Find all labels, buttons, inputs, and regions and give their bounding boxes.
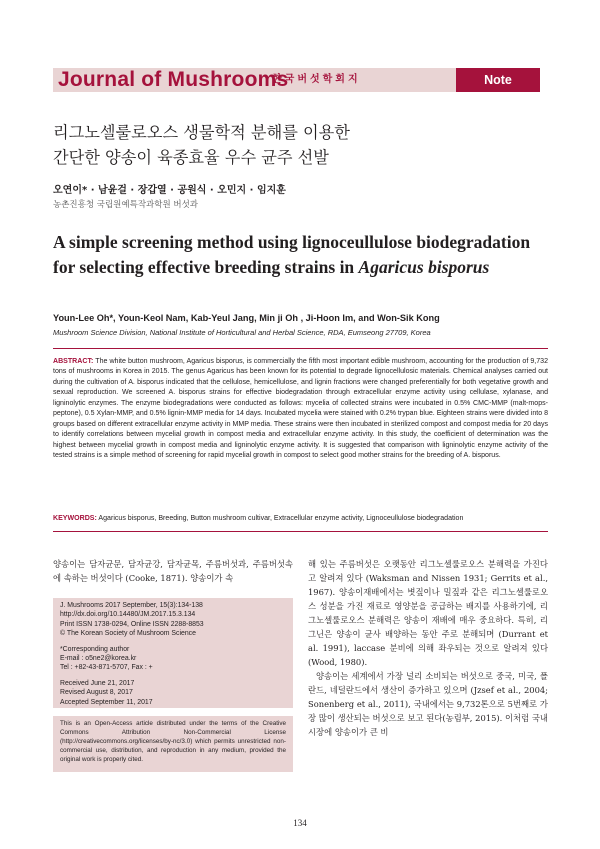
telephone: Tel : +82-43-871-5707, Fax : + bbox=[60, 664, 153, 672]
keywords-label: KEYWORDS: bbox=[53, 515, 97, 522]
korean-title-line1: 리그노셀룰로오스 생물학적 분해를 이용한 bbox=[53, 123, 350, 142]
journal-name: Journal of Mushrooms bbox=[58, 68, 289, 91]
corresponding-author: *Corresponding author bbox=[60, 645, 130, 653]
english-title-species: Agaricus bisporus bbox=[358, 257, 490, 277]
abstract-label: ABSTRACT: bbox=[53, 358, 94, 365]
page-number: 134 bbox=[293, 818, 307, 828]
open-access-notice: This is an Open-Access article distributed under the terms of the Creative Commons Attribution Non-Commercial License (http://creativecommons.org/licenses/by-nc/3.0) which permits unrestricted non-commercial use, distribution, and reproduction in any medium, provided the original work is properly cited. bbox=[60, 720, 286, 763]
korean-title-line2: 간단한 양송이 육종효율 우수 균주 선발 bbox=[53, 148, 329, 167]
issn: Print ISSN 1738-0294, Online ISSN 2288-8853 bbox=[60, 620, 204, 628]
body-intro-left: 양송이는 담자균문, 담자균강, 담자균목, 주름버섯과, 주름버섯속에 속하는 버섯이다 (Cooke, 1871). 양송이가 속 bbox=[53, 559, 293, 583]
english-authors: Youn-Lee Oh*, Youn-Keol Nam, Kab-Yeul Jang, Min ji Oh , Ji-Hoon Im, and Won-Sik Kong bbox=[53, 313, 440, 323]
english-title bbox=[53, 230, 548, 280]
accepted-date: Accepted September 11, 2017 bbox=[60, 698, 153, 706]
english-title-text: A simple screening method using lignoceullulose biodegradation for selecting effective breeding strains in bbox=[53, 232, 531, 277]
abstract bbox=[53, 357, 548, 462]
received-date: Received June 21, 2017 bbox=[60, 679, 135, 687]
english-affiliation: Mushroom Science Division, National Institute of Horticultural and Herbal Science, RDA, Eumseong 27709, Korea bbox=[53, 328, 431, 337]
keywords-text: Agaricus bisporus, Breeding, Button mushroom cultivar, Extracellular enzyme activity, Lignoceullulose biodegradation bbox=[96, 515, 464, 522]
korean-title bbox=[53, 120, 350, 170]
keywords-bottom-rule bbox=[53, 531, 548, 532]
article-info bbox=[60, 601, 290, 707]
article-type-badge: Note bbox=[456, 68, 540, 92]
body-paragraph: 해 있는 주름버섯은 오랫동안 리그노셀룰로오스 분해력을 가진다고 알려져 있다 (Waksman and Nissen 1931; Gerrits et al., 1967). 양송이재배에서는 볏짚이나 밀짚과 같은 리그노셀룰로오스 성분을 가진 재료로 영양분을 공급하는 배지를 사용하기에, 리그노셀룰로오스 분해력은 양송이 재배에 매우 중요하다. 특히, 리그닌은 양송이 균사 배양하는 동안 주로 분해되며 (Durrant et al. 1991), laccase 분비에 의해 좌우되는 것으로 알려져 있다 (Wood, 1980). bbox=[308, 559, 548, 667]
korean-authors: 오연이* · 남윤걸 · 장갑열 · 공원식 · 오민지 · 임지훈 bbox=[53, 185, 286, 196]
body-paragraph: 양송이는 세계에서 가장 널리 소비되는 버섯으로 중국, 미국, 폴란드, 네덜란드에서 생산이 증가하고 있으며 (Jzsef et al., 2004; Sonenberg et al., 2011), 국내에서는 9,732톤으로 5번째로 가장 많이 생산되는 버섯으로 보고 된다(농림부, 2015). 이처럼 국내 시장에 양송이가 큰 비 bbox=[308, 671, 548, 737]
revised-date: Revised August 8, 2017 bbox=[60, 689, 133, 697]
korean-affiliation: 농촌진흥청 국립원예특작과학원 버섯과 bbox=[53, 200, 198, 210]
citation: J. Mushrooms 2017 September, 15(3):134-138 bbox=[60, 602, 203, 609]
society-name: 한국버섯학회지 bbox=[272, 74, 361, 85]
abstract-top-rule bbox=[53, 348, 548, 349]
doi-link[interactable]: http://dx.doi.org/10.14480/JM.2017.15.3.134 bbox=[60, 611, 196, 619]
copyright: © The Korean Society of Mushroom Science bbox=[60, 630, 196, 638]
abstract-text: The white button mushroom, Agaricus bisporus, is commercially the fifth most important edible mushroom, accounting for the production of 9,732 tons of mushrooms in Korea in 2015. The genus Agaricus has been known for its potential to degrade lignocellulosic materials. Chemical analyses carried out during the cultivation of A. bisporus indicated that the cellulose, hemicellulose, and lignin fractions were changed preferentially for both vegetative growth and sexual reproduction. We screened A. bisporus strains for effective biodegradation through extracellular enzyme activity using cellulase, xylanase, and ligninolytic enzymes. The enzyme biodegradations were conducted as follows: mycelia of collected strains were incubated in 0.5% CMC-MMP (malt-mops-peptone), 0.5 Xylan-MMP, and 0.5% lignin-MMP media for 14 days. Incubated mycelia were stained with 0.2% trypan blue. Eighteen strains were divided into 8 groups based on different extracellular enzyme activity in MMP media. These strains were then incubated in sterilized compost and compost media for 20 days to identify correlations between mycelial growth in compost media and extracellular enzyme activity. In this study, the coefficient of determination was the highest between mycelial growth in compost media and ligninolytic enzyme activity. It is suggested that comparison with ligninolytic enzyme activity of the tested strains is a simple method of screening for rapid mycelial growth in compost to select good mother strains for the breeding of A. bisporus. bbox=[53, 358, 548, 460]
email[interactable]: E-mail : o5ne2@korea.kr bbox=[60, 655, 137, 663]
keywords bbox=[53, 514, 548, 524]
body-right-column bbox=[308, 557, 548, 739]
